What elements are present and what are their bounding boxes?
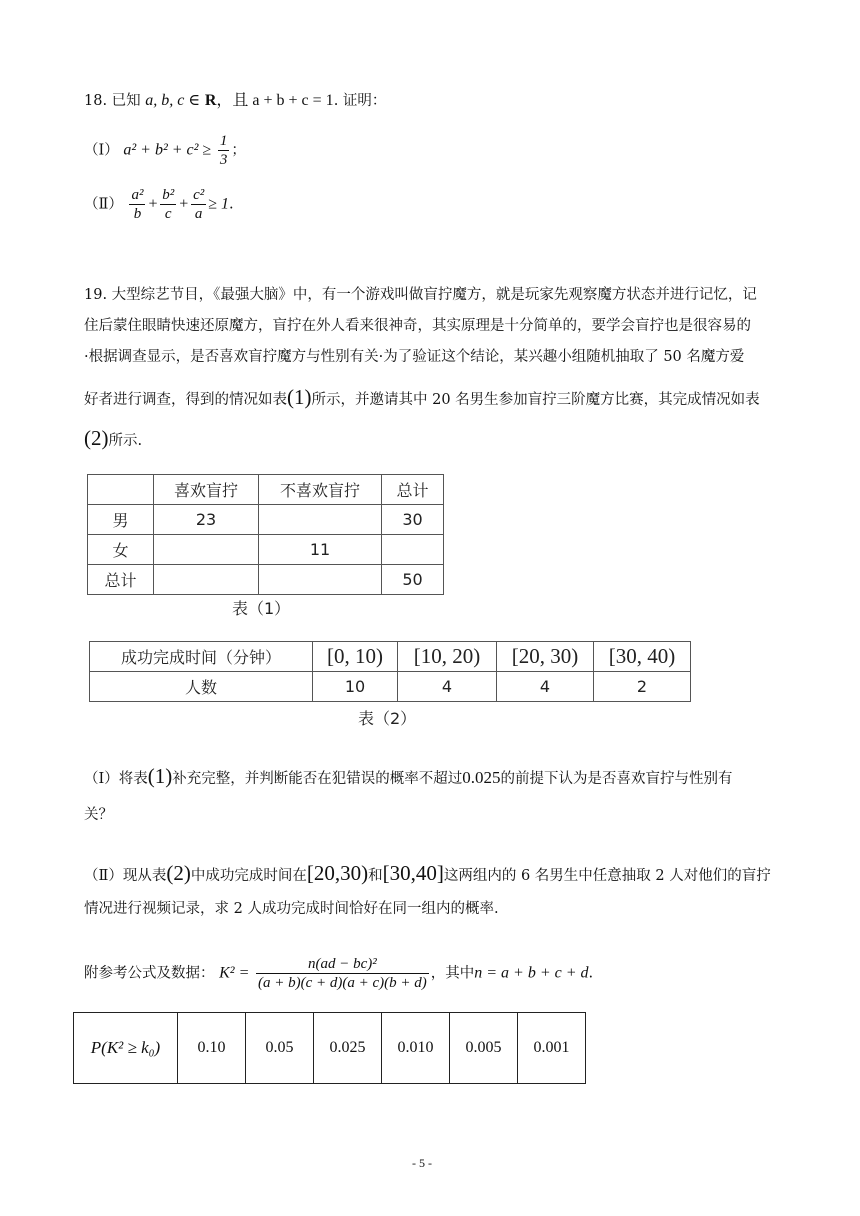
q19-line4: 好者进行调查，得到的情况如表(1)所示，并邀请其中 20 名男生参加盲拧三阶魔方比赛，其完成情况如表	[84, 385, 760, 409]
fraction: $\frac{\text{b²}}{c}$	[162, 187, 175, 222]
table-cell: 0.05	[246, 1013, 314, 1084]
table-cell: 0.10	[178, 1013, 246, 1084]
table-cell	[88, 475, 154, 505]
q19-line3: ·根据调查显示，是否喜欢盲拧魔方与性别有关·为了验证这个结论，某兴趣小组随机抽取了 50 名魔方爱	[84, 349, 745, 365]
table-cell: 成功完成时间（分钟）	[90, 642, 313, 672]
table-cell: 10	[313, 672, 398, 702]
table-cell: 总计	[88, 565, 154, 595]
table-header-row	[88, 475, 444, 505]
q19-line2: 住后蒙住眼睛快速还原魔方，盲拧在外人看来很神奇，其实原理是十分简单的，要学会盲拧也是很容易的	[84, 318, 751, 334]
table-cell: 4	[497, 672, 594, 702]
table-cell: 喜欢盲拧	[154, 475, 259, 505]
table-cell: [20, 30)	[497, 642, 594, 672]
q19-part2: （Ⅱ）现从表(2)中成功完成时间在[20,30)和[30,40]这两组内的 6 名男生中任意抽取 2 人对他们的盲拧	[84, 861, 771, 885]
table-cell: 4	[398, 672, 497, 702]
q19-part1: （Ⅰ）将表(1)补充完整，并判断能否在犯错误的概率不超过0.025的前提下认为是否喜欢盲拧与性别有	[84, 764, 733, 788]
table-row	[88, 565, 444, 595]
table-cell: 不喜欢盲拧	[259, 475, 382, 505]
table-cell: [0, 10)	[313, 642, 398, 672]
table-row	[88, 505, 444, 535]
table-row	[88, 535, 444, 565]
table-header-row	[90, 642, 691, 672]
q19-part2-cont: 情况进行视频记录，求 2 人成功完成时间恰好在同一组内的概率.	[84, 901, 499, 917]
table-cell: 0.010	[382, 1013, 450, 1084]
table-cell: [30, 40)	[594, 642, 691, 672]
q19-line5: (2)所示.	[84, 426, 143, 450]
table-cell: 0.001	[518, 1013, 586, 1084]
table-cell: 0.005	[450, 1013, 518, 1084]
table-cell	[382, 535, 444, 565]
table-1-caption: 表（1）	[232, 599, 291, 618]
table-cell	[259, 565, 382, 595]
table-cell	[154, 535, 259, 565]
fraction: $\frac{\text{a²}}{b}$	[131, 187, 144, 222]
table-cell: P(K² ≥ k₀)	[74, 1013, 178, 1084]
fraction: $\frac{\text{c²}}{a}$	[193, 187, 205, 222]
table-cell: 2	[594, 672, 691, 702]
q19-line1: 19. 大型综艺节目，《最强大脑》中，有一个游戏叫做盲拧魔方，就是玩家先观察魔方状态并进行记忆，记	[84, 287, 757, 303]
q18-part2: （Ⅱ） $\frac{\text{a²}}{b}$ + $\frac{\text{b²}}{c}$ + $\frac{\text{c²}}{a}$ ≥ 1.	[84, 187, 234, 222]
table-cell: 11	[259, 535, 382, 565]
table-cell: 总计	[382, 475, 444, 505]
fraction: $\frac{1}{3}$	[219, 133, 228, 168]
table-cell: 0.025	[314, 1013, 382, 1084]
table-2	[89, 641, 691, 702]
table-1	[87, 474, 444, 595]
table-cell	[259, 505, 382, 535]
formula-fraction: $\frac{\text{n(ad − bc)²}}{(a + b)(c + d)(a + c)(b + d)}$	[257, 956, 427, 991]
table-cell: 男	[88, 505, 154, 535]
q18-stem: 18. 已知 a, b, c ∈ R，且 a + b + c = 1. 证明：	[84, 92, 387, 109]
table-cell: [10, 20)	[398, 642, 497, 672]
reference-formula: 附参考公式及数据： K² = $\frac{\text{n(ad − bc)²}}{(a + b)(c + d)(a + c)(b + d)}$ ，其中n = a + b + c + d.	[84, 956, 594, 991]
page-number: - 5 -	[412, 1156, 432, 1170]
q18-part1: （Ⅰ） a² + b² + c² ≥ $\frac{1}{3}$ ；	[84, 133, 246, 168]
table-cell: 女	[88, 535, 154, 565]
table-row	[74, 1013, 586, 1084]
table-cell: 50	[382, 565, 444, 595]
table-cell: 人数	[90, 672, 313, 702]
table-2-caption: 表（2）	[358, 709, 417, 728]
table-cell: 30	[382, 505, 444, 535]
table-cell: 23	[154, 505, 259, 535]
table-row	[90, 672, 691, 702]
critical-value-table	[73, 1012, 586, 1084]
q19-part1-cont: 关？	[84, 807, 113, 823]
table-cell	[154, 565, 259, 595]
